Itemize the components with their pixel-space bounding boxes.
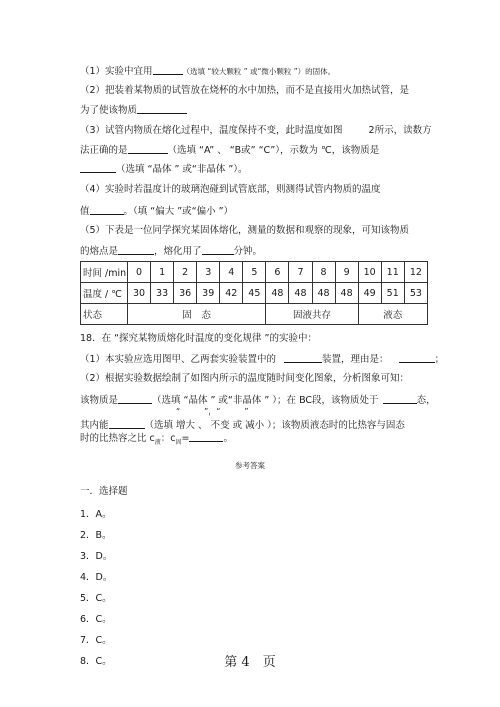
q5-line1: （5）下表是一位同学探究某固体熔化，测量的数据和观察的现象，可知该物质 bbox=[80, 225, 410, 236]
q18-p5d: 。 bbox=[223, 433, 233, 444]
q18-p5a: 时的比热容之比 c bbox=[80, 433, 155, 444]
table-cell: 3 bbox=[197, 262, 220, 283]
q2-line2 bbox=[80, 103, 187, 117]
q2-line2-text: 为了使该物质 bbox=[80, 105, 138, 116]
state-mixed: 固液共存 bbox=[266, 304, 358, 325]
q18-p1 bbox=[80, 352, 444, 366]
q4-line2b: 。（填 “偏大 ”或“偏小 ”） bbox=[123, 206, 234, 217]
q2-blank bbox=[137, 103, 187, 114]
q18-p5b: ：c bbox=[160, 433, 176, 444]
answer-item: 4．D。 bbox=[80, 572, 113, 583]
q3-blank-b bbox=[80, 162, 116, 173]
q5-blank-a bbox=[118, 244, 154, 255]
q4-line1: （4）实验时若温度计的玻璃泡碰到试管底部，则测得试管内物质的温度 bbox=[80, 184, 381, 195]
q18-p3c: 态， bbox=[416, 395, 436, 406]
state-solid: 固 态 bbox=[128, 304, 266, 325]
q3-line2a: 法正确的是 bbox=[80, 145, 128, 156]
table-header-time: 时间 /min bbox=[81, 262, 128, 283]
q2-line1: （2）把装着某物质的试管放在烧杯的水中加热，而不是直接用火加热试管，是 bbox=[80, 85, 410, 96]
q18-blank-5 bbox=[109, 418, 145, 429]
table-cell: 11 bbox=[381, 262, 404, 283]
q18-blank-4 bbox=[383, 393, 417, 404]
table-cell: 39 bbox=[197, 283, 220, 304]
q4-blank bbox=[90, 204, 124, 215]
table-row-state bbox=[81, 304, 428, 325]
table-header-state: 状态 bbox=[81, 304, 128, 325]
melting-data-table bbox=[80, 261, 428, 325]
table-cell: 0 bbox=[128, 262, 151, 283]
q5-line2c: 分钟。 bbox=[233, 246, 263, 257]
table-cell: 30 bbox=[128, 283, 151, 304]
table-row-time bbox=[81, 262, 428, 283]
table-cell: 49 bbox=[358, 283, 381, 304]
q3-line1-text: （3）试管内物质在熔化过程中，温度保持不变，此时温度如图 bbox=[80, 125, 343, 136]
table-cell: 51 bbox=[381, 283, 404, 304]
q18-p4a: 其内能 bbox=[80, 420, 109, 431]
table-cell: 36 bbox=[174, 283, 197, 304]
table-cell: 48 bbox=[266, 283, 289, 304]
answer-item: 7．C。 bbox=[80, 635, 112, 646]
table-cell: 8 bbox=[312, 262, 335, 283]
q18-p3a: 该物质是 bbox=[80, 395, 119, 406]
table-row-temp bbox=[81, 283, 428, 304]
q18-p1c: ； bbox=[434, 354, 445, 365]
section-heading: 一．选择题 bbox=[80, 486, 128, 497]
question-1 bbox=[80, 64, 335, 78]
q3-line3-text: （选填 “晶体 ” 或“非晶体 ”）。 bbox=[116, 164, 248, 175]
table-cell: 10 bbox=[358, 262, 381, 283]
q18-quotes: “ ”，“ ” bbox=[176, 407, 249, 416]
table-cell: 48 bbox=[312, 283, 335, 304]
answer-item: 1．A。 bbox=[80, 509, 112, 520]
q18-p5 bbox=[80, 431, 233, 449]
table-cell: 53 bbox=[404, 283, 427, 304]
answer-item: 8．C。 bbox=[80, 656, 112, 667]
table-cell: 1 bbox=[151, 262, 174, 283]
q4-line2a: 值 bbox=[80, 206, 90, 217]
table-cell: 12 bbox=[404, 262, 427, 283]
state-liquid: 液态 bbox=[358, 304, 427, 325]
table-cell: 33 bbox=[151, 283, 174, 304]
table-cell: 42 bbox=[220, 283, 243, 304]
table-cell: 45 bbox=[243, 283, 266, 304]
q18-p1b: 装置，理由是： bbox=[322, 354, 389, 365]
table-cell: 9 bbox=[335, 262, 358, 283]
q5-line2a: 的熔点是 bbox=[80, 246, 119, 257]
q18-title: 18．在 “探究某物质熔化时温度的变化规律 ”的实验中： bbox=[80, 333, 317, 344]
sub-liquid: 液 bbox=[154, 438, 161, 446]
q4-line2 bbox=[80, 204, 233, 218]
table-cell: 6 bbox=[266, 262, 289, 283]
q18-blank-6 bbox=[189, 431, 223, 442]
q1-blank bbox=[153, 64, 183, 75]
q3-line1 bbox=[80, 125, 432, 137]
q3-line3 bbox=[80, 162, 248, 176]
page-number: 第 4 页 bbox=[224, 655, 276, 670]
q18-blank-1 bbox=[284, 352, 322, 363]
q3-line2b: （选填 “A” 、 “B或” “C”），示数为 ℃，该物质是 bbox=[167, 145, 380, 156]
q18-p3b: （选填 “晶体 ” 或“非晶体 ” ）；在 BC段，该物质处于 bbox=[152, 395, 379, 406]
table-cell: 48 bbox=[335, 283, 358, 304]
answer-item: 2．B。 bbox=[80, 530, 112, 541]
q5-line2 bbox=[80, 244, 262, 258]
q3-fig-ref: 2所示，读数方 bbox=[368, 125, 432, 136]
q1-prefix: （1）实验中宜用 bbox=[80, 66, 153, 77]
q5-blank-b bbox=[202, 244, 234, 255]
q18-p5c: = bbox=[181, 433, 190, 444]
q18-p2: （2）根据实验数据绘制了如图内所示的温度随时间变化图象，分析图象可知： bbox=[80, 373, 410, 384]
answer-item: 3．D。 bbox=[80, 551, 113, 562]
table-cell: 48 bbox=[289, 283, 312, 304]
answer-item: 6．C。 bbox=[80, 614, 112, 625]
q1-option: （选填 “较大颗粒 ” 或“微小颗粒 ”）的固体。 bbox=[182, 67, 336, 76]
table-header-temp: 温度 / ℃ bbox=[81, 283, 128, 304]
answer-item: 5．C。 bbox=[80, 593, 112, 604]
q18-p1a: （1）本实验应选用图甲、乙两套实验装置中的 bbox=[80, 354, 277, 365]
q18-blank-3 bbox=[118, 393, 152, 404]
q18-p3 bbox=[80, 393, 436, 407]
q3-blank-a bbox=[128, 143, 168, 154]
q3-line2 bbox=[80, 143, 379, 157]
q5-line2b: ，熔化用了 bbox=[154, 246, 202, 257]
table-cell: 2 bbox=[174, 262, 197, 283]
table-cell: 7 bbox=[289, 262, 312, 283]
q18-blank-2 bbox=[399, 352, 435, 363]
table-cell: 4 bbox=[220, 262, 243, 283]
table-cell: 5 bbox=[243, 262, 266, 283]
answer-title: 参考答案 bbox=[235, 461, 265, 470]
sub-solid: 固 bbox=[175, 438, 182, 446]
q18-p4b: （选填 增大 、 不变 或 减小 ）；该物质液态时的比热容与固态 bbox=[144, 420, 405, 431]
q18-p4 bbox=[80, 418, 405, 432]
